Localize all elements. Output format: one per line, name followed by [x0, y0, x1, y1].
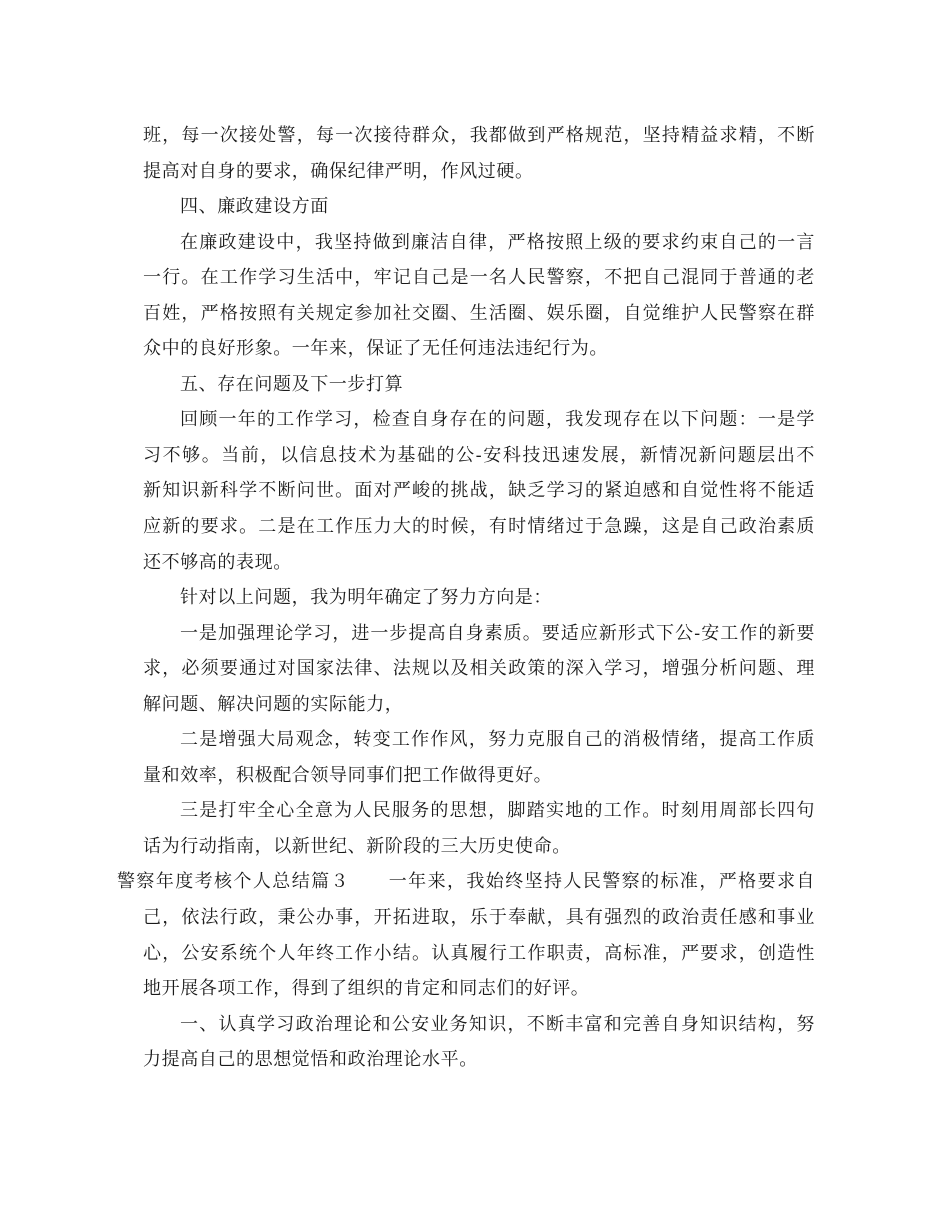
document-body	[117, 118, 815, 1078]
text-line: 力提高自己的思想觉悟和政治理论水平。	[143, 1049, 478, 1071]
text-line: 一行。在工作学习生活中，牢记自己是一名人民警察，不把自己混同于普通的老	[143, 267, 815, 289]
text-line: 三是打牢全心全意为人民服务的思想，脚踏实地的工作。时刻用周部长四句	[180, 800, 815, 822]
text-line: 在廉政建设中，我坚持做到廉洁自律，严格按照上级的要求约束自己的一言	[180, 231, 815, 253]
text-line: 解问题、解决问题的实际能力，	[143, 693, 404, 715]
text-line: 针对以上问题，我为明年确定了努力方向是：	[180, 587, 552, 609]
text-line: 回顾一年的工作学习，检查自身存在的问题，我发现存在以下问题：一是学	[180, 409, 815, 431]
text-line: 量和效率，积极配合领导同事们把工作做得更好。	[143, 764, 553, 786]
text-line: 百姓，严格按照有关规定参加社交圈、生活圈、娱乐圈，自觉维护人民警察在群	[143, 302, 815, 324]
text-line: 五、存在问题及下一步打算	[180, 373, 404, 395]
text-line: 提高对自身的要求，确保纪律严明，作风过硬。	[143, 160, 534, 182]
text-line: 应新的要求。二是在工作压力大的时候，有时情绪过于急躁，这是自己政治素质	[143, 516, 815, 538]
text-line: 二是增强大局观念，转变工作作风，努力克服自己的消极情绪，提高工作质	[180, 729, 815, 751]
text-line: 警察年度考核个人总结篇３ 一年来，我始终坚持人民警察的标准，严格要求自	[117, 871, 815, 893]
text-line: 己，依法行政，秉公办事，开拓进取，乐于奉献，具有强烈的政治责任感和事业	[143, 907, 815, 929]
text-line: 众中的良好形象。一年来，保证了无任何违法违纪行为。	[143, 338, 608, 360]
text-line: 班，每一次接处警，每一次接待群众，我都做到严格规范，坚持精益求精，不断	[143, 125, 815, 146]
text-line: 一、认真学习政治理论和公安业务知识，不断丰富和完善自身知识结构，努	[180, 1013, 815, 1035]
text-line: 一是加强理论学习，进一步提高自身素质。要适应新形式下公-安工作的新要	[180, 622, 815, 644]
text-line: 话为行动指南，以新世纪、新阶段的三大历史使命。	[143, 835, 571, 857]
text-line: 四、廉政建设方面	[180, 196, 329, 218]
text-line: 新知识新科学不断问世。面对严峻的挑战，缺乏学习的紧迫感和自觉性将不能适	[143, 480, 815, 502]
text-line: 心，公安系统个人年终工作小结。认真履行工作职责，高标准，严要求，创造性	[143, 942, 815, 964]
text-line: 求，必须要通过对国家法律、法规以及相关政策的深入学习，增强分析问题、理	[143, 658, 815, 680]
text-line: 习不够。当前，以信息技术为基础的公-安科技迅速发展，新情况新问题层出不	[143, 444, 815, 466]
text-line: 地开展各项工作，得到了组织的肯定和同志们的好评。	[143, 978, 590, 1000]
text-line: 还不够高的表现。	[143, 551, 292, 573]
